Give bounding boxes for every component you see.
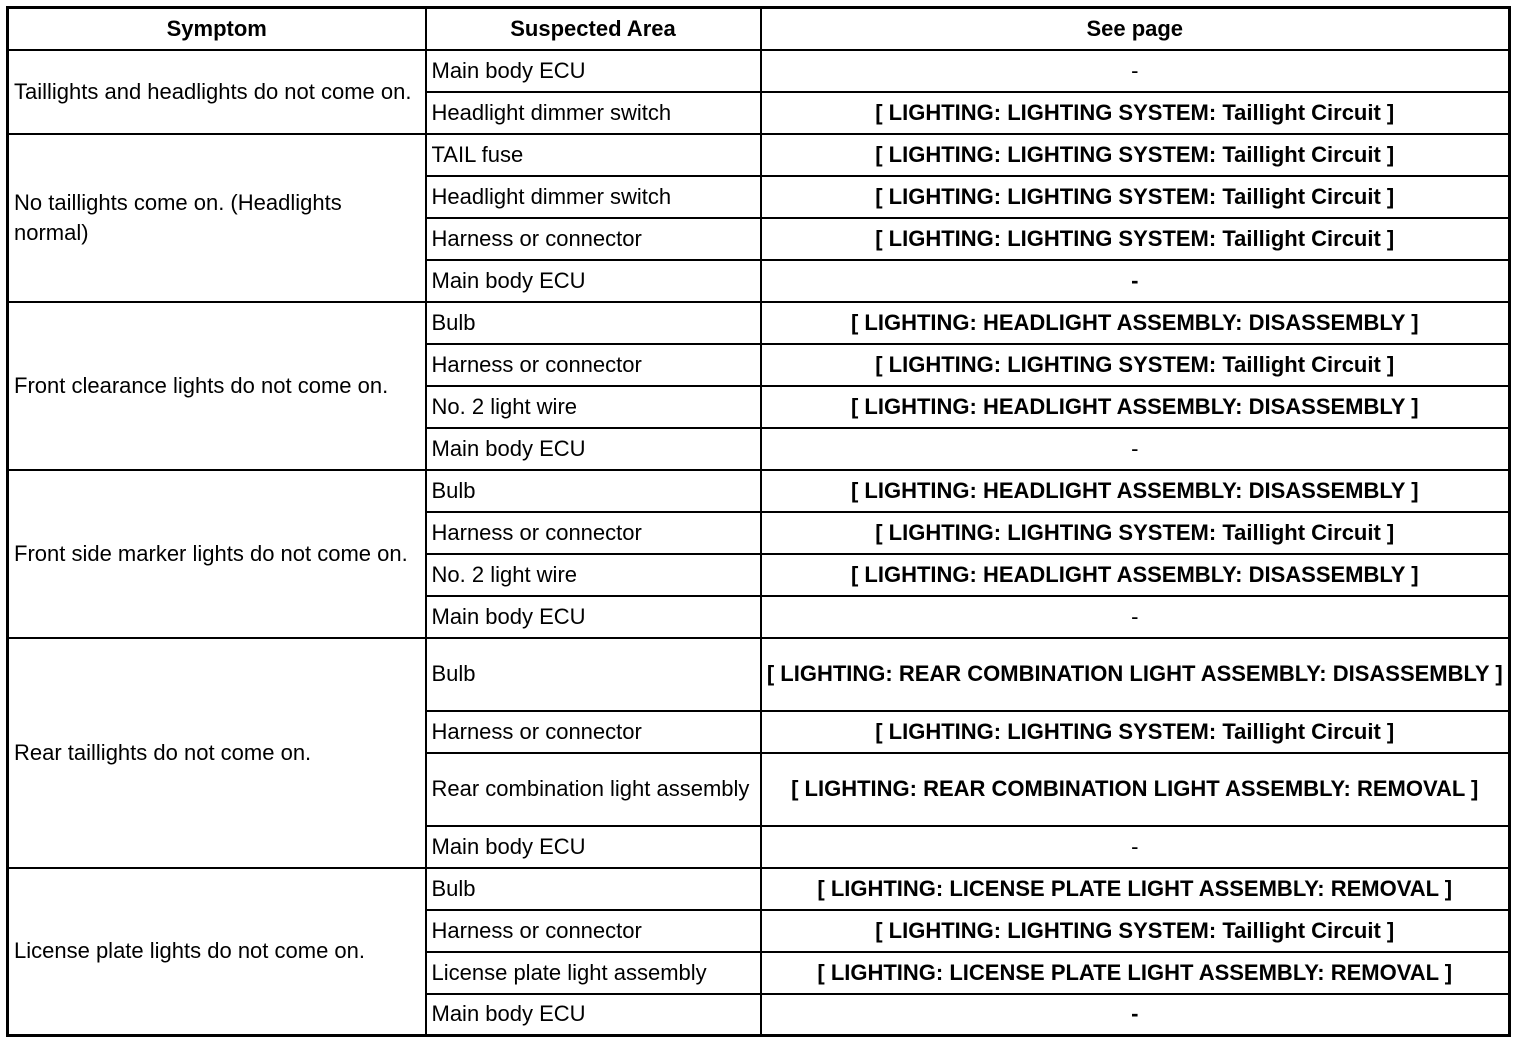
symptom-cell: Front clearance lights do not come on. <box>8 302 426 470</box>
table-row <box>8 302 1510 344</box>
see-page-link[interactable]: [ LIGHTING: REAR COMBINATION LIGHT ASSEMBLY: DISASSEMBLY ] <box>761 638 1510 711</box>
suspected-area-cell: Main body ECU <box>426 826 761 868</box>
header-see-page: See page <box>761 8 1510 50</box>
suspected-area-cell: Bulb <box>426 638 761 711</box>
see-page-link[interactable]: [ LIGHTING: LICENSE PLATE LIGHT ASSEMBLY: REMOVAL ] <box>761 952 1510 994</box>
suspected-area-cell: Main body ECU <box>426 260 761 302</box>
suspected-area-cell: Headlight dimmer switch <box>426 176 761 218</box>
see-page-cell: - <box>761 994 1510 1036</box>
table-row <box>8 638 1510 711</box>
see-page-link[interactable]: [ LIGHTING: LIGHTING SYSTEM: Taillight Circuit ] <box>761 218 1510 260</box>
symptom-cell: No taillights come on. (Headlights normal) <box>8 134 426 302</box>
suspected-area-cell: No. 2 light wire <box>426 554 761 596</box>
suspected-area-cell: Harness or connector <box>426 218 761 260</box>
troubleshooting-table <box>6 6 1511 1037</box>
symptom-cell: Taillights and headlights do not come on. <box>8 50 426 134</box>
suspected-area-cell: Harness or connector <box>426 344 761 386</box>
header-suspected-area: Suspected Area <box>426 8 761 50</box>
see-page-cell: - <box>761 826 1510 868</box>
suspected-area-cell: TAIL fuse <box>426 134 761 176</box>
see-page-link[interactable]: [ LIGHTING: HEADLIGHT ASSEMBLY: DISASSEMBLY ] <box>761 470 1510 512</box>
table-row <box>8 134 1510 176</box>
suspected-area-cell: Rear combination light assembly <box>426 753 761 826</box>
see-page-link[interactable]: [ LIGHTING: HEADLIGHT ASSEMBLY: DISASSEMBLY ] <box>761 386 1510 428</box>
see-page-link[interactable]: [ LIGHTING: LIGHTING SYSTEM: Taillight Circuit ] <box>761 176 1510 218</box>
suspected-area-cell: Main body ECU <box>426 596 761 638</box>
suspected-area-cell: Main body ECU <box>426 50 761 92</box>
table-row <box>8 50 1510 92</box>
suspected-area-cell: Main body ECU <box>426 994 761 1036</box>
suspected-area-cell: Harness or connector <box>426 512 761 554</box>
see-page-cell: - <box>761 260 1510 302</box>
see-page-link[interactable]: [ LIGHTING: LIGHTING SYSTEM: Taillight Circuit ] <box>761 512 1510 554</box>
table-row <box>8 868 1510 910</box>
suspected-area-cell: No. 2 light wire <box>426 386 761 428</box>
see-page-link[interactable]: [ LIGHTING: LICENSE PLATE LIGHT ASSEMBLY: REMOVAL ] <box>761 868 1510 910</box>
see-page-link[interactable]: [ LIGHTING: HEADLIGHT ASSEMBLY: DISASSEMBLY ] <box>761 554 1510 596</box>
suspected-area-cell: Bulb <box>426 302 761 344</box>
see-page-link[interactable]: [ LIGHTING: LIGHTING SYSTEM: Taillight Circuit ] <box>761 711 1510 753</box>
symptom-cell: Rear taillights do not come on. <box>8 638 426 868</box>
suspected-area-cell: Harness or connector <box>426 711 761 753</box>
see-page-link[interactable]: [ LIGHTING: LIGHTING SYSTEM: Taillight Circuit ] <box>761 344 1510 386</box>
see-page-link[interactable]: [ LIGHTING: REAR COMBINATION LIGHT ASSEMBLY: REMOVAL ] <box>761 753 1510 826</box>
suspected-area-cell: Harness or connector <box>426 910 761 952</box>
suspected-area-cell: License plate light assembly <box>426 952 761 994</box>
see-page-link[interactable]: [ LIGHTING: LIGHTING SYSTEM: Taillight Circuit ] <box>761 92 1510 134</box>
see-page-link[interactable]: [ LIGHTING: LIGHTING SYSTEM: Taillight Circuit ] <box>761 910 1510 952</box>
suspected-area-cell: Bulb <box>426 868 761 910</box>
suspected-area-cell: Main body ECU <box>426 428 761 470</box>
see-page-cell: - <box>761 596 1510 638</box>
header-symptom: Symptom <box>8 8 426 50</box>
suspected-area-cell: Bulb <box>426 470 761 512</box>
see-page-cell: - <box>761 50 1510 92</box>
suspected-area-cell: Headlight dimmer switch <box>426 92 761 134</box>
table-row <box>8 470 1510 512</box>
symptom-cell: Front side marker lights do not come on. <box>8 470 426 638</box>
symptom-cell: License plate lights do not come on. <box>8 868 426 1036</box>
see-page-cell: - <box>761 428 1510 470</box>
see-page-link[interactable]: [ LIGHTING: LIGHTING SYSTEM: Taillight Circuit ] <box>761 134 1510 176</box>
header-row <box>8 8 1510 50</box>
see-page-link[interactable]: [ LIGHTING: HEADLIGHT ASSEMBLY: DISASSEMBLY ] <box>761 302 1510 344</box>
